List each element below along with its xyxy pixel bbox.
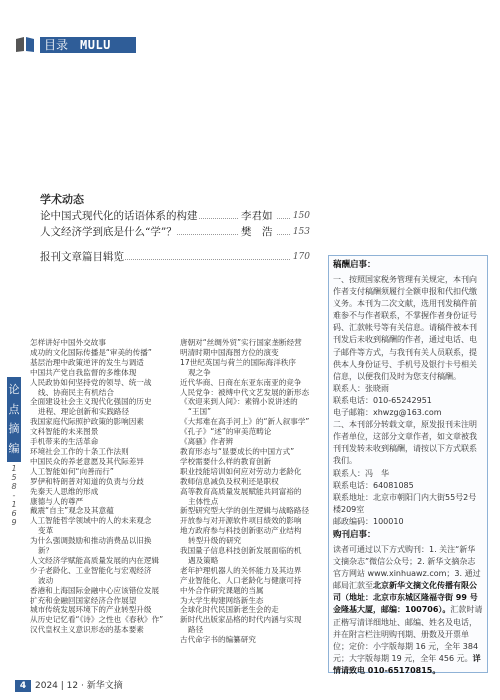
order-paragraph bbox=[333, 544, 483, 677]
footer-page-number: 4 bbox=[15, 680, 31, 692]
index-entry[interactable]: 路径 bbox=[188, 625, 204, 635]
order-pricing: 汇款时请正楷写清详细地址、邮编、姓名及电话，并在附言栏注明购刊期、册数及开票单位；定价：小字版每期 16 元，全年 384 元；大字版每期 19 元，全年 456 元。 bbox=[333, 605, 483, 663]
index-entry[interactable]: 我国家庭代际照护政策的影响因素 bbox=[30, 417, 144, 427]
toc-item-title: 人文经济学到底是什么“学”？ bbox=[40, 226, 177, 238]
index-entry[interactable]: 先秦天人思维的形成 bbox=[30, 486, 99, 496]
index-entry[interactable]: 《孔子》“述”的审美范畴论 bbox=[180, 427, 272, 437]
index-entry[interactable]: 唐朝对“丝绸外贸”实行国家垄断经营 bbox=[180, 338, 302, 347]
index-entry[interactable]: 手机带来的生活革命 bbox=[30, 437, 99, 447]
index-list-right bbox=[180, 338, 324, 645]
index-entry[interactable]: 古代命字书的编纂研究 bbox=[180, 635, 256, 645]
index-entry[interactable]: 康德与人的尊严 bbox=[30, 496, 84, 506]
notice-heading: 稿酬启事： bbox=[333, 260, 376, 270]
index-entry[interactable]: 主体性点 bbox=[188, 496, 219, 506]
index-entry[interactable]: 新型研究型大学的创生逻辑与战略路径 bbox=[180, 506, 310, 516]
toc-item[interactable] bbox=[40, 208, 310, 224]
index-entry[interactable]: 中国共产党自我监督的多维体现 bbox=[30, 367, 137, 377]
toc-item[interactable] bbox=[40, 249, 310, 265]
index-list-left bbox=[30, 338, 176, 635]
index-entry[interactable]: 转型升级的研究 bbox=[188, 536, 242, 546]
index-entry[interactable]: 《大邦难在高手河上》的“新人叙事学” bbox=[180, 417, 310, 427]
toc-item[interactable] bbox=[40, 224, 310, 240]
toc-item-page: 150 bbox=[290, 208, 310, 224]
footer-text: 2024 | 12 · 新华文摘 bbox=[35, 681, 123, 691]
order-heading: 购刊启事： bbox=[333, 529, 376, 540]
index-entry[interactable]: 教育形态与“显要成长的中国方式” bbox=[180, 446, 295, 456]
order-phone: 详情请致电 010-65170815。 bbox=[333, 653, 481, 675]
side-tab-char: 论 bbox=[8, 382, 20, 396]
notice-paragraph: 一、按照国家税务管理有关规定，本刊向作者支付稿酬须履行全额申报和代扣代缴义务。本刊为二次文献，选用刊发稿件前难参不与作者联系，不掌握作者身份证号码、汇款帐号等有关信息。请稿件被本刊刊发后未收到稿酬的作者，通过电话、电子邮件等方式，与我刊有关人员联系，提供本人身份证号、手机号及银行卡号相关信息，以便我们及时为您支付稿酬。 bbox=[333, 275, 477, 381]
book-icon bbox=[14, 36, 36, 53]
contact-email[interactable]: 电子邮箱：xhwzg@163.com bbox=[333, 408, 442, 418]
header-title-cn: 目录 bbox=[44, 38, 69, 52]
index-entry[interactable]: 新？ bbox=[38, 546, 54, 556]
index-entry[interactable]: 戴震“自主”观念及其意蕴 bbox=[30, 506, 114, 516]
toc-item-author: 樊 浩 bbox=[238, 224, 276, 240]
index-entry[interactable]: 高等教育高质量发展赋能共同富裕的 bbox=[180, 486, 302, 496]
index-entry[interactable]: “王国” bbox=[188, 407, 212, 417]
index-entry[interactable]: 进程、理论创新和实践路径 bbox=[38, 407, 130, 417]
index-entry[interactable]: 开放参与对开源软件项目绩效的影响 bbox=[180, 516, 302, 526]
contact-address: 联系地址：北京市朝阳门内大街55号2号楼209室 bbox=[333, 492, 477, 514]
index-entry[interactable]: 近代华商、日商在东亚东南亚的竞争 bbox=[180, 377, 302, 387]
index-entry[interactable]: 人工智能如何“向善而行” bbox=[30, 466, 114, 476]
index-entry[interactable]: 职业技能培训如何应对劳动力老龄化 bbox=[180, 466, 302, 476]
contact-zip: 邮政编码：100010 bbox=[333, 516, 404, 526]
index-entry[interactable]: 罗伊和特朗普对知道的负责与分歧 bbox=[30, 476, 144, 486]
index-entry[interactable]: 地方政府参与科技创新驱动产业结构 bbox=[180, 526, 302, 536]
toc-item-page: 153 bbox=[290, 224, 310, 240]
index-entry[interactable]: 遇及策略 bbox=[188, 555, 219, 565]
side-tab-char: 编 bbox=[8, 442, 20, 456]
toc-item-title: 报刊文章篇目辑览 bbox=[40, 251, 124, 263]
index-entry[interactable]: 新时代出版家品格的时代内涵与实现 bbox=[180, 615, 302, 625]
index-entry[interactable]: 城市传统发展环境下的产业转型升级 bbox=[30, 605, 152, 615]
side-tab-char: 摘 bbox=[8, 422, 20, 436]
index-entry[interactable]: 环境社会工作的十条工作法则 bbox=[30, 446, 129, 456]
index-entry[interactable]: 汉代皇权主义意识形态的基本要素 bbox=[30, 625, 144, 635]
index-entry[interactable]: 香港和上海国际金融中心应该错位发展 bbox=[30, 585, 160, 595]
toc-item-title: 论中国式现代化的话语体系的构建 bbox=[40, 210, 198, 222]
index-entry[interactable]: 人工智能哲学领域中的人的未来观念 bbox=[30, 516, 152, 526]
index-entry[interactable]: 17世纪英国与荷兰的国际海洋秩序 bbox=[180, 357, 296, 367]
index-entry[interactable]: 从历史记忆看“《诗》之性也《春秋》作” bbox=[30, 615, 164, 625]
index-entry[interactable]: 为大学生构建网络新生态 bbox=[180, 595, 264, 605]
section-title: 学术动态 bbox=[40, 193, 84, 206]
index-entry[interactable]: 我国量子信息科技创新发展面临的机 bbox=[180, 546, 302, 556]
index-entry[interactable]: 明清时期中国海图方位的演变 bbox=[180, 347, 279, 357]
notice-paragraph: 二、本刊部分转载文章，原发报刊未注明作者单位，这部分文章作者，如文章被我刊刊发转未收到稿酬，请按以下方式联系我们。 bbox=[333, 420, 477, 466]
contact-phone: 联系电话：64081085 bbox=[333, 480, 414, 490]
notice-sidebar bbox=[328, 255, 488, 673]
side-tab-pages bbox=[7, 464, 21, 527]
index-entry[interactable]: 扩充和金融回国家经济合作展望 bbox=[30, 595, 137, 605]
order-address: 北京新华文摘文化传播有限公司（地址：北京市东城区隆福寺街 99 号金隆基大厦，邮编：100706）。 bbox=[333, 581, 478, 615]
index-entry[interactable]: 《离骚》作者辨 bbox=[180, 437, 234, 447]
index-entry[interactable]: 文科智能的未来图景 bbox=[30, 427, 99, 437]
index-entry[interactable]: 中国民众的养老意愿及其代际差异 bbox=[30, 456, 144, 466]
index-entry[interactable]: 成功的文化国际传播是“审美的传播” bbox=[30, 347, 152, 357]
index-entry[interactable]: 观之争 bbox=[188, 367, 211, 377]
side-tab-char: 点 bbox=[8, 402, 20, 416]
index-entry[interactable]: 波动 bbox=[38, 575, 54, 585]
toc-item-author: 李君如 bbox=[238, 208, 276, 224]
section-side-tab bbox=[7, 377, 21, 462]
index-entry[interactable]: 线、协商民主有机结合 bbox=[38, 387, 114, 397]
index-entry[interactable]: 全面建设社会主义现代化强国的历史 bbox=[30, 397, 152, 407]
index-entry[interactable]: 怎样讲好中国外交故事 bbox=[30, 338, 106, 347]
side-tab-pages-text: 1 5 8 - 1 6 9 bbox=[11, 464, 17, 527]
index-entry[interactable]: 全球化时代民国新老生会的走 bbox=[180, 605, 279, 615]
index-entry[interactable]: 人民政协如何坚持党的领导、统一战 bbox=[30, 377, 152, 387]
index-entry[interactable]: 产业智能化、人口老龄化与健康可持 bbox=[180, 575, 302, 585]
index-entry[interactable]: 人文经济学赋能高质量发展的内在逻辑 bbox=[30, 555, 160, 565]
index-entry[interactable]: 为什么强调鼓励和推动消费品以旧换 bbox=[30, 536, 152, 546]
index-entry[interactable]: 《欢迎来到人间》：素锦小说讲述的 bbox=[180, 397, 298, 407]
index-entry[interactable]: 变革 bbox=[38, 526, 54, 536]
index-entry[interactable]: 人民党争：被缚中代文艺发展的新形态 bbox=[180, 387, 310, 397]
index-entry[interactable]: 基层治理中政策逆评的发生与调适 bbox=[30, 357, 144, 367]
toc-item-page: 170 bbox=[290, 249, 310, 265]
index-entry[interactable]: 中外合作研究课题的当属 bbox=[180, 585, 264, 595]
contact-name: 联系人：冯 华 bbox=[333, 468, 389, 478]
contact-name: 联系人：张晓雨 bbox=[333, 383, 389, 393]
header-title-en: MULU bbox=[80, 38, 111, 52]
order-methods: 读者可通过以下方式购刊：1. 关注“新华文摘杂志”微信公众号；2. 新华文摘杂志官方网站 www.xinhuawz.com；3. 通过邮局汇款至 bbox=[333, 544, 481, 591]
contact-phone: 联系电话：010-65242951 bbox=[333, 395, 432, 405]
index-entry[interactable]: 学校需要什么样的教育创新 bbox=[180, 456, 272, 466]
index-entry[interactable]: 少子老龄化、工业智能化与宏观经济 bbox=[30, 565, 152, 575]
index-entry[interactable]: 教师信息减负及权利还是职权 bbox=[180, 476, 279, 486]
index-entry[interactable]: 老年护理机器人的关怀能力及其边界 bbox=[180, 565, 302, 575]
